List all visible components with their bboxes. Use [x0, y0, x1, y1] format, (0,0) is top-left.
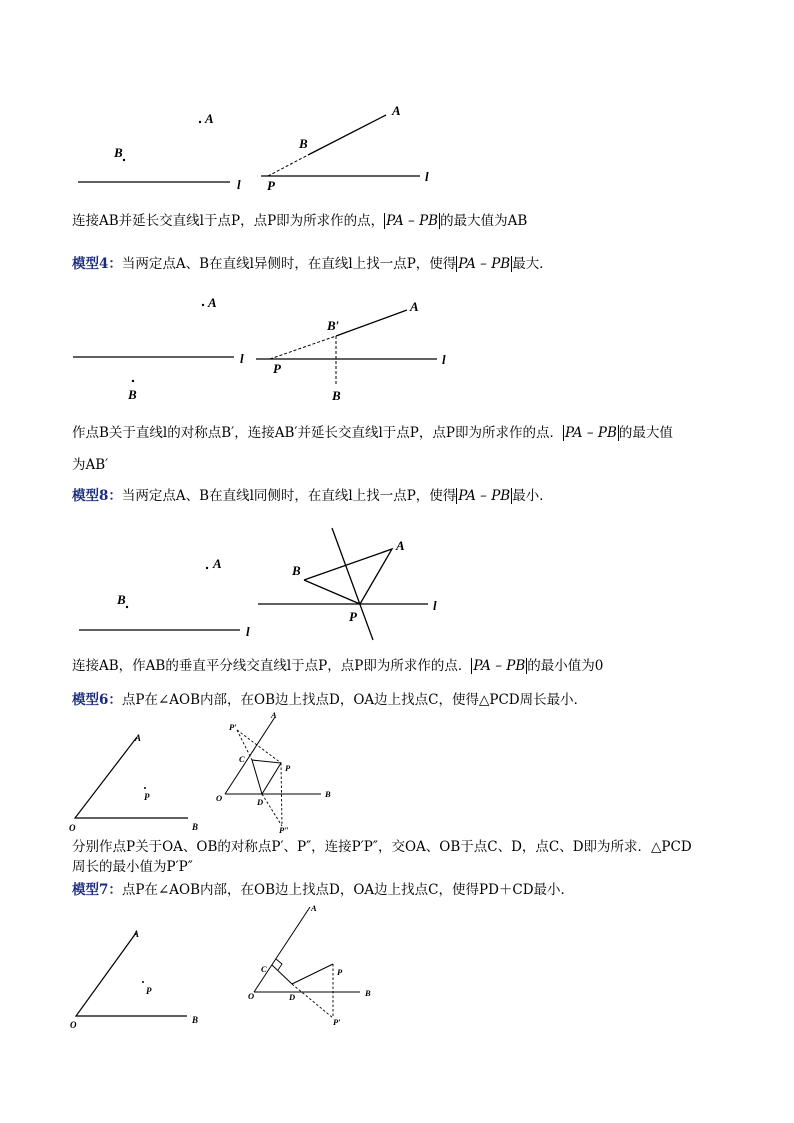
label-l: l	[433, 598, 437, 613]
explanation-line-1: 作点B关于直线l的对称点B′，连接AB′并延长交直线l于点P，点P即为所求作的点．	[72, 425, 563, 441]
label-b: B	[192, 822, 199, 832]
label-a: A	[133, 929, 140, 939]
abs-expression: PA – PB	[458, 256, 511, 272]
explanation-paragraph-1	[72, 211, 527, 231]
explanation-paragraph-2	[72, 423, 673, 443]
extension-bp	[268, 155, 308, 176]
label-b: B	[117, 592, 126, 607]
right-angle-mark	[276, 959, 282, 970]
segment-ab	[308, 115, 386, 155]
triangle-abp	[304, 549, 392, 604]
label-b: B	[325, 789, 331, 799]
label-l: l	[240, 351, 244, 366]
figure-2-left	[73, 295, 244, 402]
explanation-paragraph-4	[72, 837, 692, 857]
model-4-heading	[72, 254, 553, 274]
label-p-prime: P′	[333, 1017, 341, 1027]
point-b	[126, 606, 128, 608]
label-a: A	[311, 903, 317, 913]
label-b: B	[192, 1015, 199, 1025]
label-p: P	[144, 792, 150, 802]
label-a: A	[392, 103, 401, 118]
label-a: A	[410, 299, 419, 314]
explanation-paragraph-3	[72, 656, 603, 676]
explanation-line-1: 分别作点P关于OA、OB的对称点P′、P″，连接P′P″，交OA、OB于点C、D，点C、D即为所求．△PCD	[72, 839, 692, 855]
model-label: 模型7：	[72, 882, 122, 898]
model-label: 模型6：	[72, 692, 122, 708]
model-text: 点P在∠AOB内部，在OB边上找点D，OA边上找点C，使得△PCD周长最小．	[121, 692, 588, 708]
label-b: B	[128, 387, 137, 402]
label-p-prime: P′	[229, 722, 237, 732]
figure-5-left	[70, 929, 198, 1030]
label-l: l	[237, 177, 241, 192]
label-o: O	[248, 991, 255, 1001]
triangle-pcd	[252, 760, 281, 794]
angle-aob	[75, 737, 188, 818]
label-o: O	[70, 1020, 77, 1030]
model-7-heading	[72, 880, 574, 900]
point-p	[142, 981, 144, 983]
abs-expression: PA – PB	[473, 658, 526, 674]
label-p: P	[273, 361, 281, 376]
explanation-line-2: 为AB′	[72, 457, 109, 473]
label-d: D	[257, 797, 264, 807]
label-b: B	[299, 136, 308, 151]
label-p: P	[285, 763, 291, 773]
label-a: A	[208, 295, 217, 310]
explanation-text: 连接AB并延长交直线l于点P，点P即为所求作的点，	[72, 213, 385, 229]
figure-1-left	[78, 111, 241, 192]
model-text: 当两定点A、B在直线l异侧时，在直线l上找一点P，使得	[121, 256, 457, 272]
model-8-heading	[72, 486, 553, 506]
label-c: C	[261, 964, 267, 974]
label-o: O	[69, 823, 76, 833]
model-text: 当两定点A、B在直线l同侧时，在直线l上找一点P，使得	[121, 488, 457, 504]
label-a: A	[271, 710, 277, 720]
explanation-text: 连接AB，作AB的垂直平分线交直线l于点P，点P即为所求作的点．	[72, 658, 472, 674]
label-p: P	[349, 609, 357, 624]
segment-cd	[272, 965, 292, 984]
point-p	[144, 787, 146, 789]
figure-4-right	[216, 710, 331, 835]
model-tail: 最大．	[512, 256, 553, 272]
label-b: B	[114, 145, 123, 160]
explanation-paragraph-4-cont	[72, 857, 193, 877]
explanation-tail: 的最小值为0	[527, 658, 604, 674]
figure-5-right	[248, 903, 371, 1027]
label-b: B	[365, 988, 371, 998]
figure-3-right	[258, 528, 437, 640]
point-b	[132, 380, 134, 382]
label-l: l	[442, 352, 446, 367]
point-a	[206, 567, 208, 569]
label-a: A	[205, 111, 214, 126]
label-a: A	[213, 556, 222, 571]
point-b	[123, 159, 125, 161]
label-b: B	[332, 388, 341, 403]
extension-b1p	[270, 336, 336, 359]
model-6-heading	[72, 690, 587, 710]
figure-2-right	[256, 299, 446, 403]
point-a	[199, 121, 201, 123]
label-a: A	[396, 538, 405, 553]
label-p: P	[337, 967, 343, 977]
label-l: l	[246, 624, 250, 639]
figure-3-left	[79, 556, 250, 639]
explanation-tail: 的最大值	[618, 425, 673, 441]
abs-expression: PA – PB	[458, 488, 511, 504]
label-l: l	[425, 169, 429, 184]
point-a	[202, 304, 204, 306]
label-p: P	[267, 178, 275, 193]
label-p: P	[146, 986, 152, 996]
dash-dp2	[262, 794, 282, 826]
figure-1-right	[261, 103, 429, 193]
model-label: 模型8：	[72, 488, 122, 504]
label-a: A	[135, 733, 142, 743]
figure-4-left	[69, 733, 198, 833]
label-o: O	[216, 793, 223, 803]
angle-aob	[76, 933, 187, 1016]
model-text: 点P在∠AOB内部，在OB边上找点D，OA边上找点C，使得PD＋CD最小．	[121, 882, 575, 898]
model-label: 模型4：	[72, 256, 122, 272]
abs-expression: PA – PB	[564, 425, 617, 441]
explanation-tail: 的最大值为AB	[440, 213, 528, 229]
label-c: C	[239, 754, 245, 764]
explanation-line-2: 周长的最小值为P′P″	[72, 859, 193, 875]
label-d: D	[289, 992, 296, 1002]
segment-dp	[292, 964, 333, 984]
label-b-prime: B′	[327, 318, 340, 333]
model-tail: 最小．	[512, 488, 553, 504]
label-b: B	[292, 563, 301, 578]
segment-ab1	[336, 310, 407, 336]
explanation-paragraph-2-cont	[72, 455, 108, 475]
label-p-double-prime: P″	[279, 825, 289, 835]
dash-dp1	[292, 984, 333, 1018]
abs-expression: PA – PB	[386, 213, 439, 229]
